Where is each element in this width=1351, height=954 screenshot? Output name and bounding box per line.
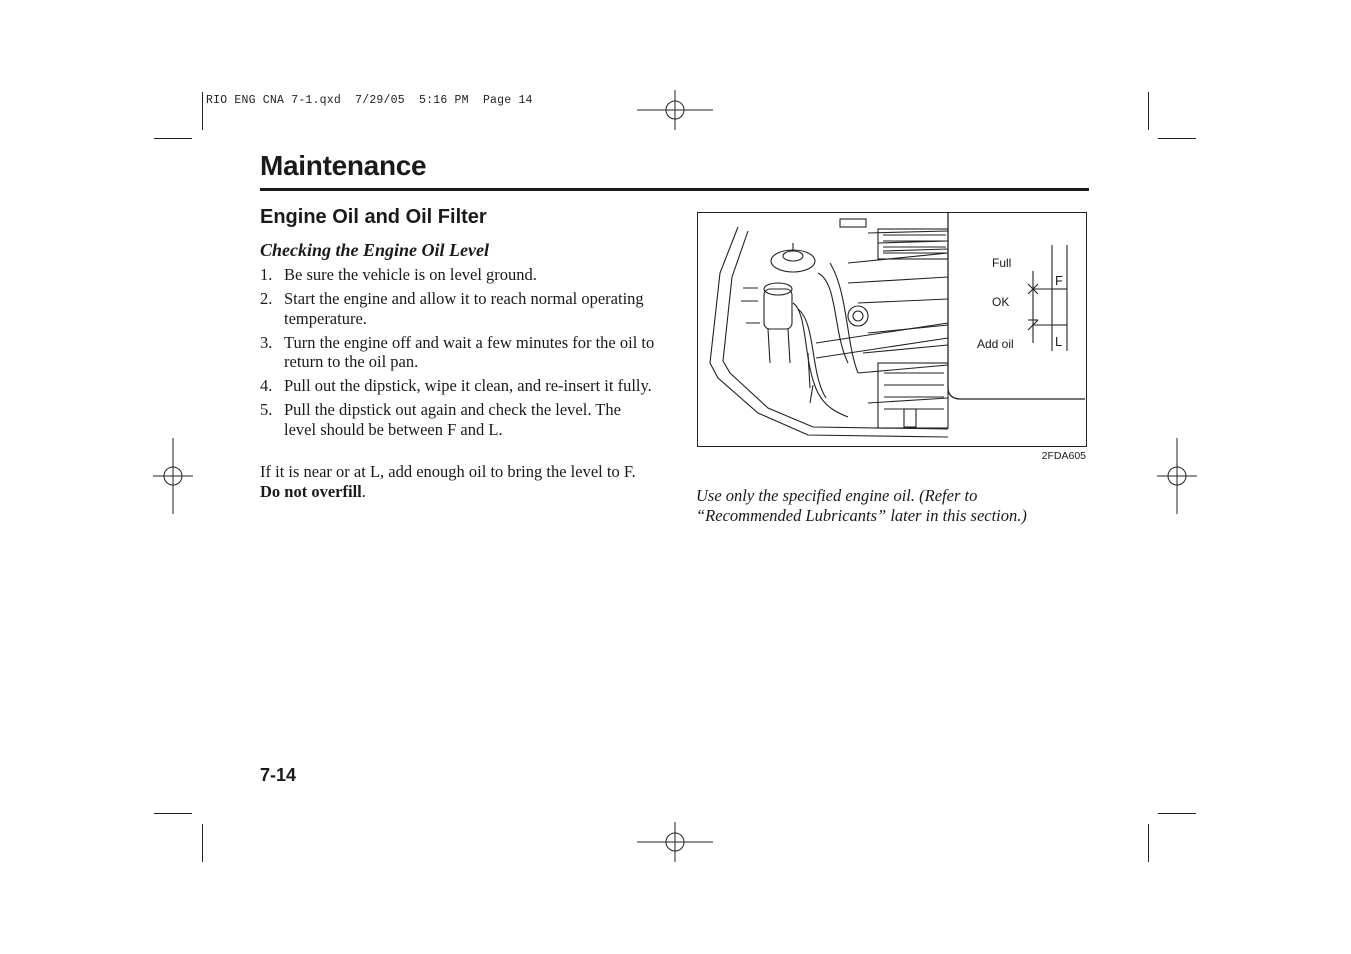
list-item: 2. Start the engine and allow it to reach normal operating temperature. <box>260 289 644 328</box>
printer-slug: RIO ENG CNA 7-1.qxd 7/29/05 5:16 PM Page 14 <box>206 94 533 107</box>
l-mark-label: L <box>1055 334 1063 349</box>
chapter-title: Maintenance <box>260 150 427 181</box>
list-item: 5. Pull the dipstick out again and check the level. The level should be between F and L. <box>260 400 621 439</box>
figure-caption: Use only the specified engine oil. (Refer to “Recommended Lubricants” later in this section.) <box>696 486 1027 525</box>
steps-list <box>260 265 655 444</box>
add-oil-label: Add oil <box>977 337 1014 351</box>
ok-label: OK <box>992 295 1010 309</box>
list-item: 1. Be sure the vehicle is on level ground. <box>260 265 537 284</box>
list-item: 4. Pull out the dipstick, wipe it clean, and re-insert it fully. <box>260 376 652 395</box>
list-item: 3. Turn the engine off and wait a few minutes for the oil to return to the oil pan. <box>260 332 655 371</box>
engine-compartment-drawing <box>698 213 1085 445</box>
engine-illustration <box>697 212 1087 447</box>
overfill-warning: Do not overfill <box>260 482 362 501</box>
section-title: Engine Oil and Oil Filter <box>260 206 487 228</box>
figure-code: 2FDA605 <box>1041 450 1086 462</box>
header-rule <box>260 188 1089 191</box>
subsection-title: Checking the Engine Oil Level <box>260 240 489 260</box>
overfill-note: If it is near or at L, add enough oil to bring the level to F. Do not overfill. <box>260 462 636 501</box>
full-label: Full <box>992 256 1012 270</box>
page-number: 7-14 <box>260 765 297 785</box>
f-mark-label: F <box>1055 273 1063 288</box>
